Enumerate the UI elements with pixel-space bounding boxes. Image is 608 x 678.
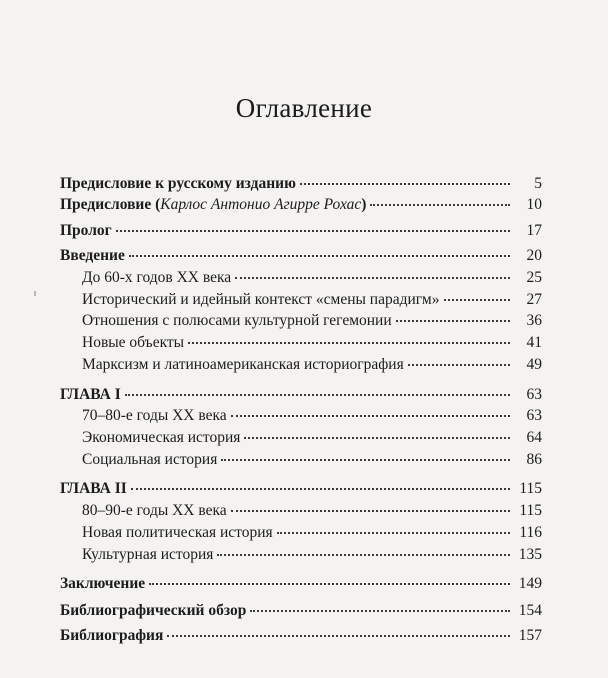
dot-leader: [235, 263, 510, 279]
toc-entry-label: Экономическая история: [82, 429, 241, 446]
toc-subentry[interactable]: [60, 543, 542, 565]
dot-leader: [444, 285, 511, 301]
toc-page-number: 20: [526, 247, 542, 264]
dot-leader: [408, 350, 510, 366]
dot-leader: [231, 401, 510, 417]
dot-leader: [125, 380, 510, 396]
toc-entry-prologue[interactable]: [60, 219, 542, 241]
toc-page-number: 149: [518, 575, 542, 592]
toc-subentry[interactable]: [60, 448, 542, 470]
dot-leader: [250, 596, 510, 612]
toc-page-number: 135: [518, 546, 542, 563]
toc-entry-label: Предисловие (Карлос Антонио Агирре Рохас): [60, 196, 367, 213]
dot-leader: [396, 306, 510, 322]
toc-page-number: 10: [526, 196, 542, 213]
toc-entry-label: Пролог: [60, 222, 112, 239]
toc-page-number: 116: [519, 524, 542, 541]
toc-page-number: 115: [519, 480, 542, 497]
toc-entry-conclusion[interactable]: [60, 572, 542, 594]
toc-entry-label: Марксизм и латиноамериканская историография: [82, 356, 404, 373]
toc-entry-label: Библиографический обзор: [60, 602, 247, 619]
toc-page-number: 154: [518, 602, 542, 619]
dot-leader: [231, 496, 510, 512]
toc-entry-bibliography[interactable]: [60, 624, 542, 646]
toc-page-number: 25: [526, 269, 542, 286]
toc-page-number: 5: [534, 175, 542, 192]
toc-entry-author: Карлос Антонио Агирре Рохас: [160, 196, 362, 213]
dot-leader: [129, 241, 510, 257]
toc-entry-bibliographic-review[interactable]: [60, 599, 542, 621]
dot-leader: [221, 445, 510, 461]
toc-entry-label: До 60-х годов ХХ века: [82, 269, 232, 286]
page-speck: [34, 291, 36, 296]
toc-page-number: 49: [526, 356, 542, 373]
toc-page-number: 115: [519, 502, 542, 519]
dot-leader: [300, 169, 510, 185]
toc-page-number: 86: [526, 451, 542, 468]
toc-entry-label: Исторический и идейный контекст «смены парадигм»: [82, 291, 440, 308]
toc-page-number: 64: [526, 429, 542, 446]
dot-leader: [131, 474, 510, 490]
toc-entry-label: ГЛАВА II: [60, 480, 127, 497]
toc-entry-label: Заключение: [60, 575, 146, 592]
dot-leader: [217, 540, 510, 556]
toc-page-number: 157: [518, 627, 542, 644]
dot-leader: [149, 569, 510, 585]
toc-page-number: 36: [526, 312, 542, 329]
toc-entry-label: Отношения с полюсами культурной гегемонии: [82, 312, 392, 329]
toc-entry-label: Предисловие к русскому изданию: [60, 175, 296, 192]
dot-leader: [188, 328, 510, 344]
toc-entry-label: Введение: [60, 247, 125, 264]
page-title: Оглавление: [235, 93, 373, 123]
toc-page-number: 63: [526, 407, 542, 424]
dot-leader: [116, 216, 510, 232]
toc-entry-label: Новые объекты: [82, 334, 185, 351]
dot-leader: [277, 518, 510, 534]
toc-subentry[interactable]: [60, 353, 542, 375]
toc-page-number: 27: [526, 291, 542, 308]
toc-page-number: 63: [526, 386, 542, 403]
dot-leader: [370, 190, 510, 206]
toc-entry-preface[interactable]: [60, 193, 542, 215]
toc-entry-label: 70–80-е годы ХХ века: [82, 407, 227, 424]
toc-page-number: 41: [526, 334, 542, 351]
toc-entry-label: Культурная история: [82, 546, 214, 563]
dot-leader: [244, 423, 510, 439]
toc-page-number: 17: [526, 222, 542, 239]
toc-entry-label: Новая политическая история: [82, 524, 273, 541]
toc-entry-label: ГЛАВА I: [60, 386, 121, 403]
toc-entry-label: Социальная история: [82, 451, 218, 468]
dot-leader: [167, 621, 510, 637]
toc-entry-label: 80–90-е годы ХХ века: [82, 502, 227, 519]
toc-entry-label: Библиография: [60, 627, 164, 644]
